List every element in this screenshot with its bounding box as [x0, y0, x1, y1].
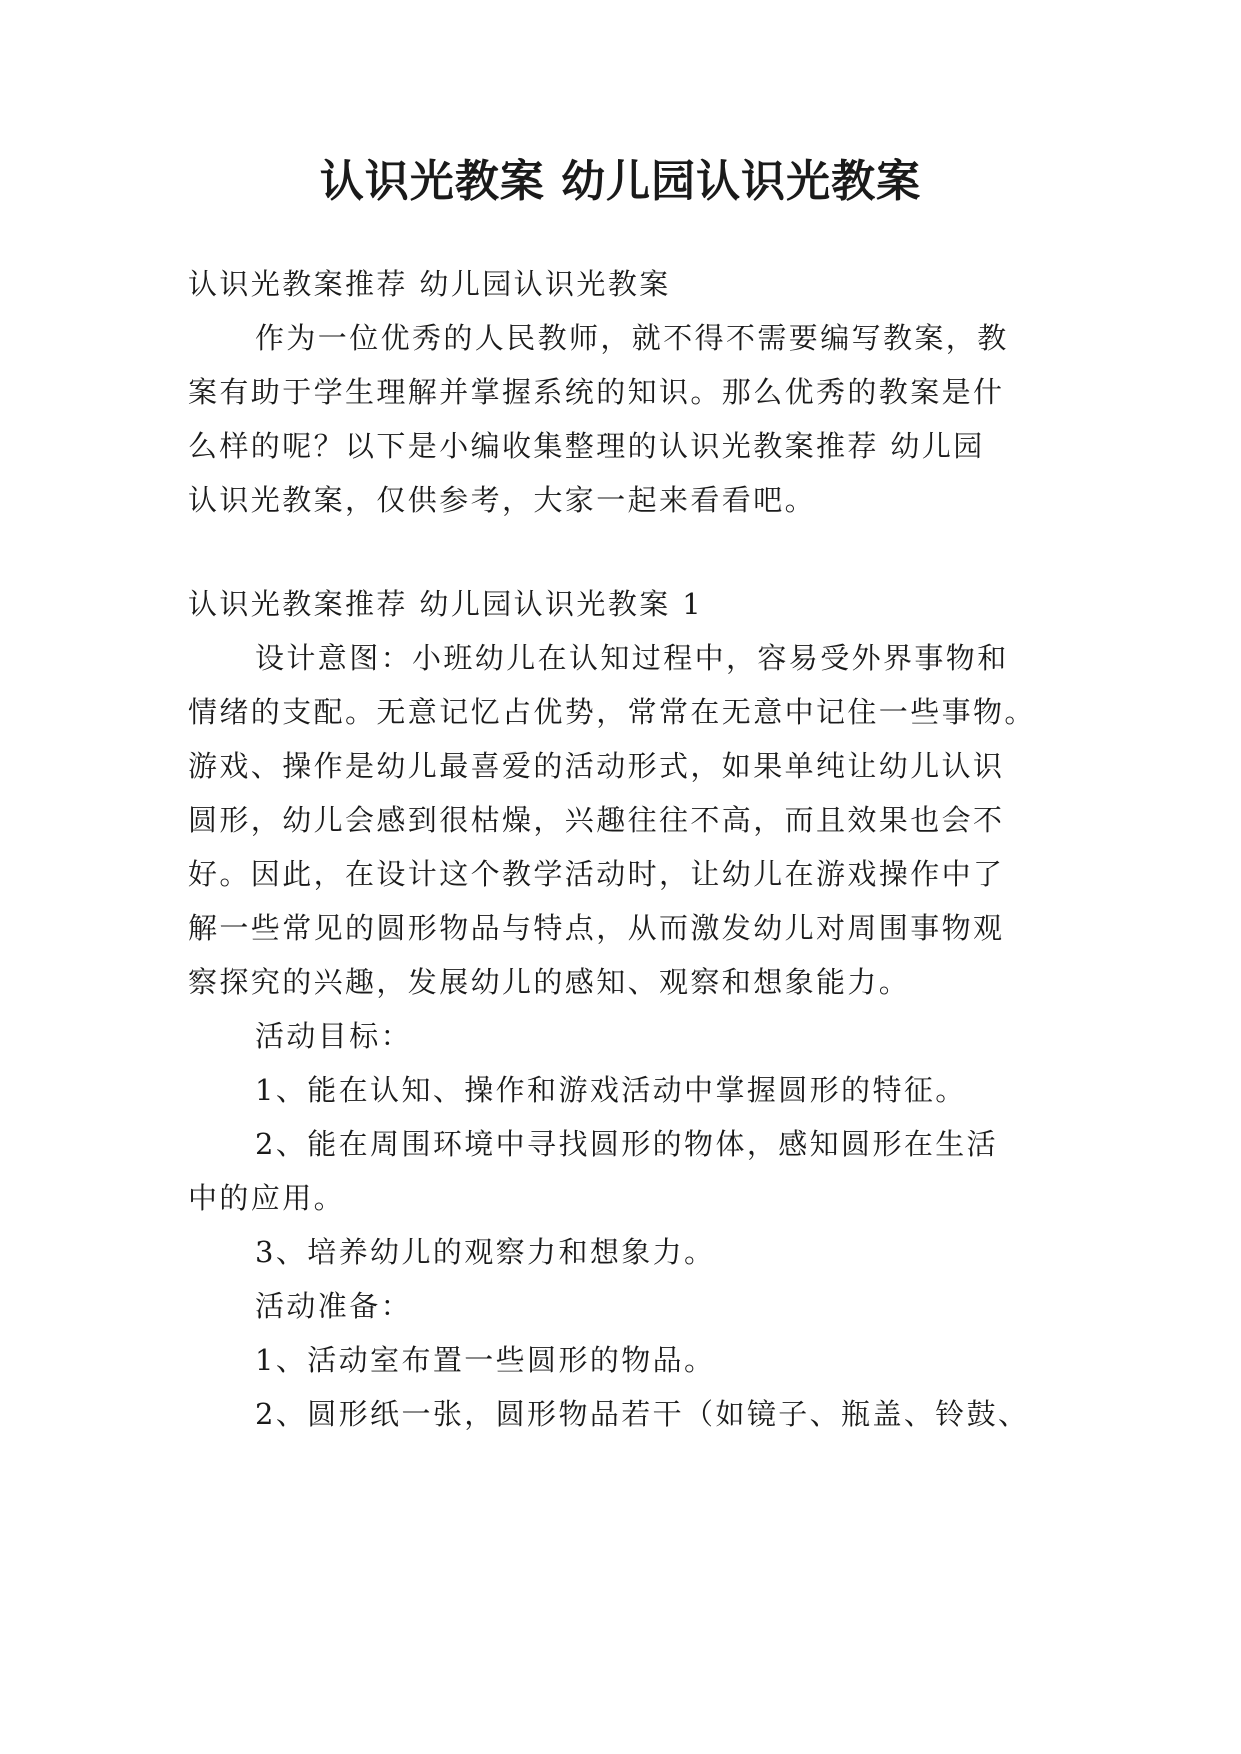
paragraph-line: 情绪的支配。无意记忆占优势，常常在无意中记住一些事物。 [188, 695, 1036, 729]
paragraph-line: 作为一位优秀的人民教师，就不得不需要编写教案，教 [255, 321, 1009, 355]
activity-goals-heading: 活动目标： [255, 1019, 413, 1053]
paragraph-line: 游戏、操作是幼儿最喜爱的活动形式，如果单纯让幼儿认识 [188, 749, 1005, 783]
paragraph-line: 解一些常见的圆形物品与特点，从而激发幼儿对周围事物观 [188, 911, 1005, 945]
paragraph-line: 设计意图：小班幼儿在认知过程中，容易受外界事物和 [255, 641, 1009, 675]
goal-item: 1、能在认知、操作和游戏活动中掌握圆形的特征。 [255, 1073, 967, 1107]
activity-prep-heading: 活动准备： [255, 1289, 413, 1323]
paragraph-line: 么样的呢？以下是小编收集整理的认识光教案推荐 幼儿园 [188, 429, 985, 463]
goal-item: 2、能在周围环境中寻找圆形的物体，感知圆形在生活 [255, 1127, 999, 1161]
paragraph-line: 圆形，幼儿会感到很枯燥，兴趣往往不高，而且效果也会不 [188, 803, 1005, 837]
paragraph-line: 察探究的兴趣，发展幼儿的感知、观察和想象能力。 [188, 965, 911, 999]
subtitle-line: 认识光教案推荐 幼儿园认识光教案 [188, 267, 671, 301]
paragraph-line: 案有助于学生理解并掌握系统的知识。那么优秀的教案是什 [188, 375, 1005, 409]
document-title: 认识光教案 幼儿园认识光教案 [319, 156, 922, 207]
goal-item: 3、培养幼儿的观察力和想象力。 [255, 1235, 716, 1269]
prep-item: 2、圆形纸一张，圆形物品若干（如镜子、瓶盖、铃鼓、 [255, 1397, 1030, 1431]
goal-item-continuation: 中的应用。 [188, 1181, 346, 1215]
paragraph-line: 好。因此，在设计这个教学活动时，让幼儿在游戏操作中了 [188, 857, 1005, 891]
prep-item: 1、活动室布置一些圆形的物品。 [255, 1343, 716, 1377]
paragraph-line: 认识光教案，仅供参考，大家一起来看看吧。 [188, 483, 817, 517]
section-heading: 认识光教案推荐 幼儿园认识光教案 1 [188, 587, 704, 621]
